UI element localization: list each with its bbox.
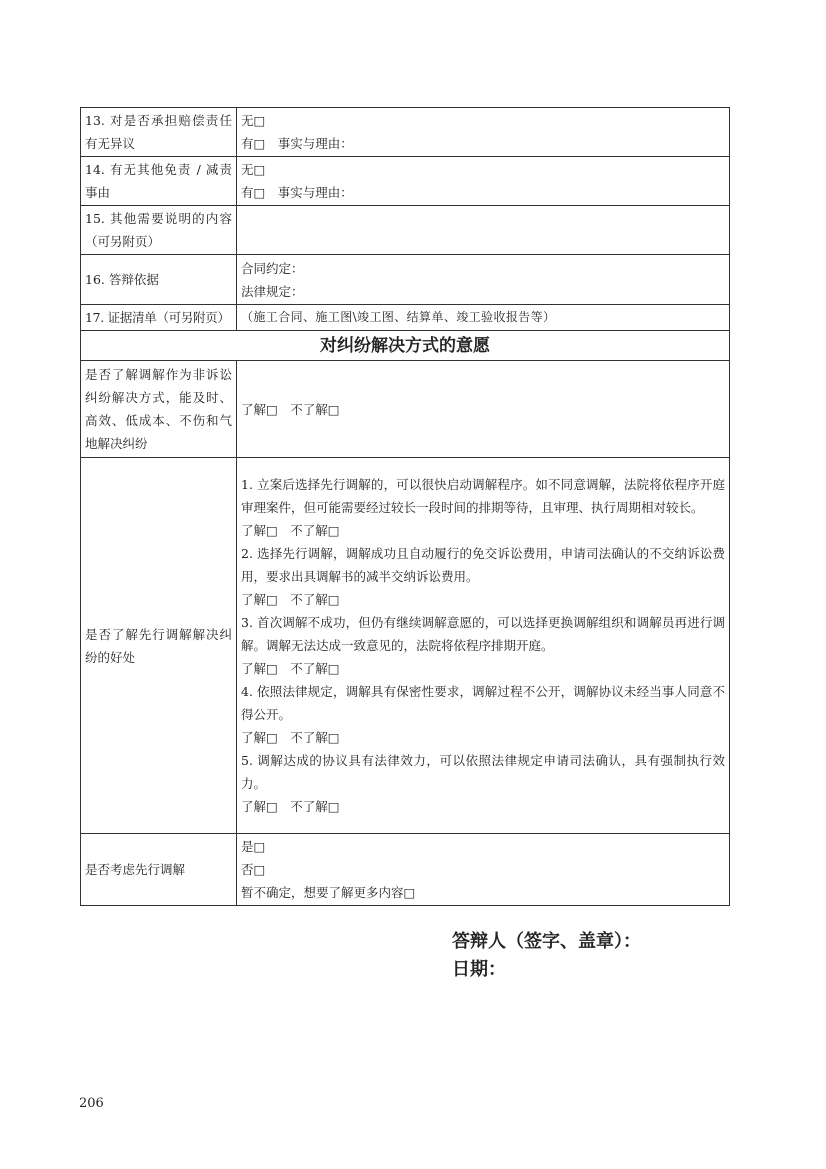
table-row	[81, 331, 730, 361]
benefit-item-text: 2. 选择先行调解，调解成功且自动履行的免交诉讼费用，申请司法确认的不交纳诉讼费用，要求出具调解书的减半交纳诉讼费用。	[241, 546, 725, 584]
signer-label[interactable]: 答辩人（签字、盖章）：	[452, 931, 641, 952]
benefit-item-options[interactable]: 了解□ 不了解□	[241, 523, 340, 538]
row-16-answer	[237, 255, 730, 305]
option-no[interactable]: 无□	[241, 162, 266, 177]
signature-block	[452, 928, 641, 984]
date-label[interactable]: 日期：	[452, 959, 506, 980]
option-yes-reason[interactable]: 有□ 事实与理由：	[241, 136, 353, 151]
option-yes[interactable]: 是□	[241, 839, 266, 854]
benefit-item-text: 3. 首次调解不成功，但仍有继续调解意愿的，可以选择更换调解组织和调解员再进行调解。调解无法达成一致意见的，法院将依程序排期开庭。	[241, 615, 725, 653]
benefit-item-text: 5. 调解达成的协议具有法律效力，可以依照法律规定申请司法确认，具有强制执行效力。	[241, 753, 725, 791]
benefit-item-options[interactable]: 了解□ 不了解□	[241, 799, 340, 814]
understand-mediation-options[interactable]: 了解□ 不了解□	[237, 361, 730, 458]
row-16-label: 16. 答辩依据	[81, 255, 237, 305]
benefit-item-text: 4. 依照法律规定，调解具有保密性要求，调解过程不公开，调解协议未经当事人同意不得公开。	[241, 684, 725, 722]
page-number: 206	[79, 1096, 104, 1111]
option-yes-reason[interactable]: 有□ 事实与理由：	[241, 185, 353, 200]
table-row	[81, 255, 730, 305]
benefit-item-options[interactable]: 了解□ 不了解□	[241, 730, 340, 745]
contract-basis-field[interactable]: 合同约定：	[241, 260, 304, 276]
row-15-label: 15. 其他需要说明的内容（可另附页）	[81, 206, 237, 255]
option-no[interactable]: 否□	[241, 862, 266, 877]
table-row	[81, 206, 730, 255]
table-row	[81, 834, 730, 906]
section-title: 对纠纷解决方式的意愿	[81, 331, 730, 361]
evidence-list-field[interactable]: （施工合同、施工图\竣工图、结算单、竣工验收报告等）	[237, 305, 730, 331]
consider-mediation-options	[237, 834, 730, 906]
row-13-label: 13. 对是否承担赔偿责任有无异议	[81, 108, 237, 157]
option-unsure[interactable]: 暂不确定，想要了解更多内容□	[241, 885, 416, 900]
row-14-answer	[237, 157, 730, 206]
mediation-benefits-content	[237, 458, 730, 834]
mediation-benefits-label: 是否了解先行调解解决纠纷的好处	[81, 458, 237, 834]
table-row	[81, 108, 730, 157]
row-14-label: 14. 有无其他免责 / 减责事由	[81, 157, 237, 206]
table-row	[81, 157, 730, 206]
understand-mediation-label: 是否了解调解作为非诉讼纠纷解决方式，能及时、高效、低成本、不伤和气地解决纠纷	[81, 361, 237, 458]
legal-basis-field[interactable]: 法律规定：	[241, 283, 304, 299]
benefit-item-options[interactable]: 了解□ 不了解□	[241, 592, 340, 607]
row-15-answer-field[interactable]	[237, 206, 730, 255]
table-row	[81, 305, 730, 331]
table-row	[81, 361, 730, 458]
consider-mediation-label: 是否考虑先行调解	[81, 834, 237, 906]
table-row	[81, 458, 730, 834]
row-13-answer	[237, 108, 730, 157]
row-17-label: 17. 证据清单（可另附页）	[81, 305, 237, 331]
defense-form-table	[80, 107, 730, 906]
benefit-item-options[interactable]: 了解□ 不了解□	[241, 661, 340, 676]
option-no[interactable]: 无□	[241, 113, 266, 128]
benefit-item-text: 1. 立案后选择先行调解的，可以很快启动调解程序。如不同意调解，法院将依程序开庭审理案件，但可能需要经过较长一段时间的排期等待，且审理、执行周期相对较长。	[241, 477, 725, 515]
